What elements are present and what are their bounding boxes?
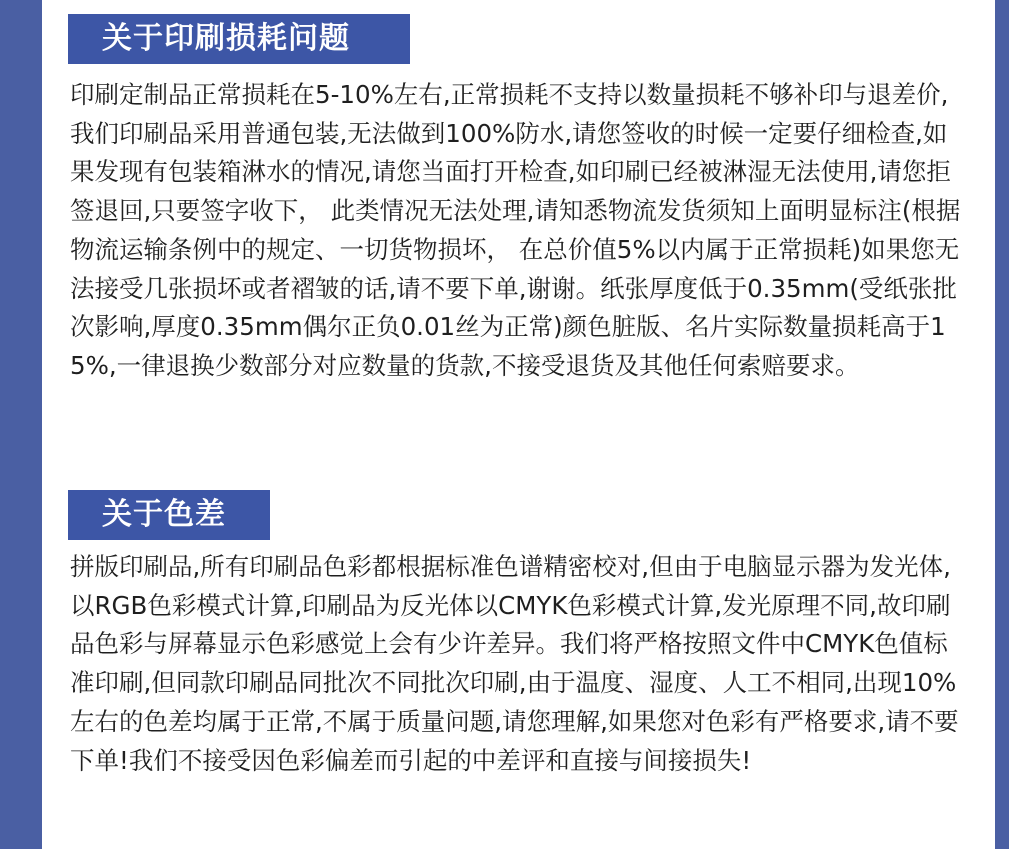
section-body: 拼版印刷品,所有印刷品色彩都根据标准色谱精密校对,但由于电脑显示器为发光体,以RGB色彩模式计算,印刷品为反光体以CMYK色彩模式计算,发光原理不同,故印刷品色彩与屏幕显示色彩感觉上会有少许差异。我们将严格按照文件中CMYK色值标准印刷,但同款印刷品同批次不同批次印刷,由于温度、湿度、人工不相同,出现10%左右的色差均属于正常,不属于质量问题,请您理解,如果您对色彩有严格要求,请不要下单!我们不接受因色彩偏差而引起的中差评和直接与间接损失! (70, 552, 959, 775)
section-body: 印刷定制品正常损耗在5-10%左右,正常损耗不支持以数量损耗不够补印与退差价,我们印刷品采用普通包装,无法做到100%防水,请您签收的时候一定要仔细检查,如果发现有包装箱淋水的情况,请您当面打开检查,如印刷已经被淋湿无法使用,请您拒签退回,只要签字收下， 此类情况无法处理,请知悉物流发货须知上面明显标注(根据物流运输条例中的规定、一切货物损坏， 在总价值5%以内属于正常损耗)如果您无法接受几张损坏或者褶皱的话,请不要下单,谢谢。纸张厚度低于0.35mm(受纸张批次影响,厚度0.35mm偶尔正负0.01丝为正常)颜色脏版、名片实际数量损耗高于15%,一律退换少数部分对应数量的货款,不接受退货及其他任何索赔要求。 (70, 80, 961, 380)
section-title: 关于色差 (68, 490, 270, 540)
document-page (42, 0, 995, 849)
section-title: 关于印刷损耗问题 (68, 14, 410, 64)
